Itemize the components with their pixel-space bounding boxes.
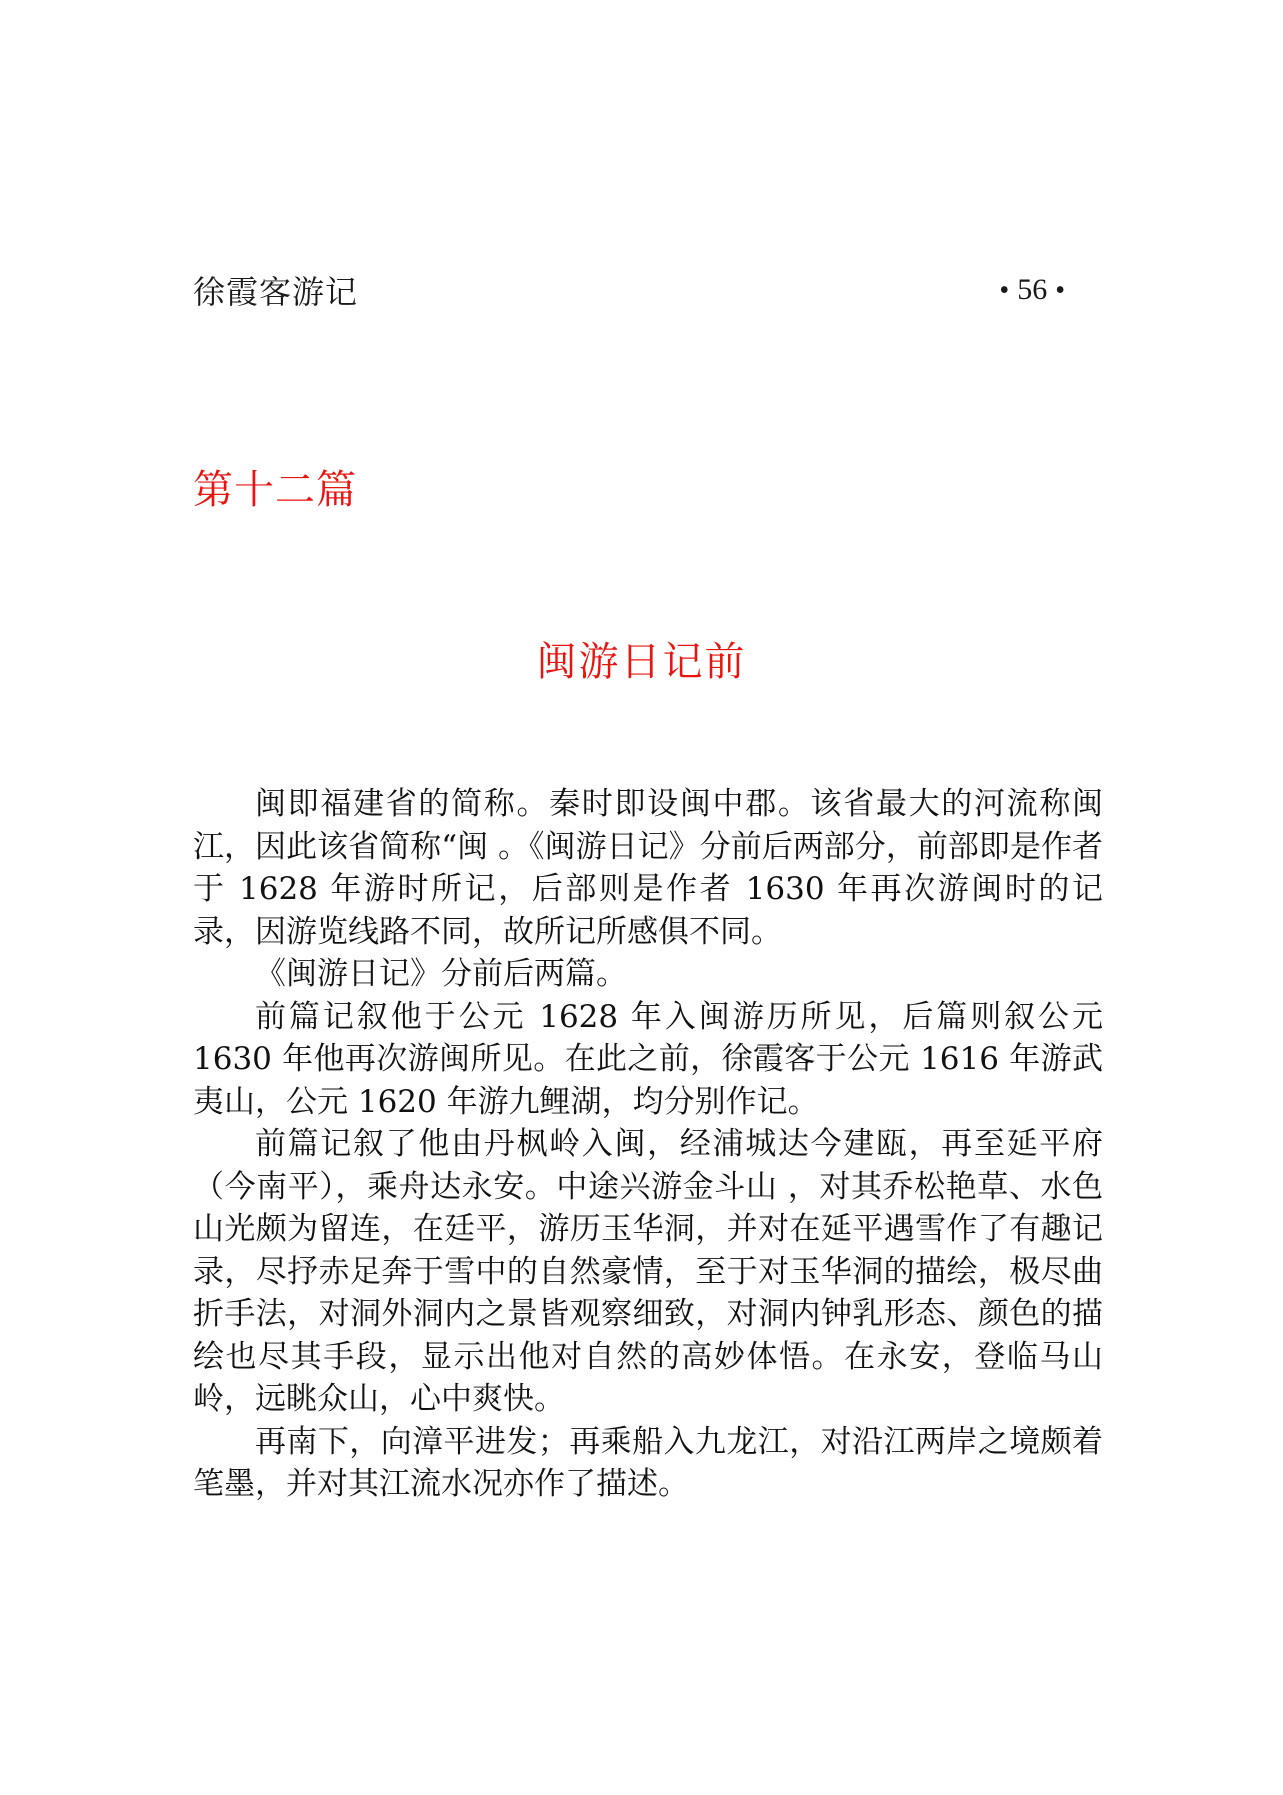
paragraph: 再南下，向漳平进发；再乘船入九龙江，对沿江两岸之境颇着笔墨，并对其江流水况亦作了描述。: [193, 1423, 1103, 1502]
chapter-title: 闽游日记前: [536, 639, 747, 685]
paragraph: 前篇记叙了他由丹枫岭入闽，经浦城达今建瓯，再至延平府（今南平），乘舟达永安。中途兴游金斗山 ，对其乔松艳草、水色山光颇为留连，在廷平，游历玉华洞，并对在延平遇雪作了有趣记录，尽抒赤足奔于雪中的自然豪情，至于对玉华洞的描绘，极尽曲折手法，对洞外洞内之景皆观察细致，对洞内钟乳形态、颜色的描绘也尽其手段，显示出他对自然的高妙体悟。在永安，登临马山岭，远眺众山，心中爽快。: [193, 1126, 1103, 1417]
book-title: 徐霞客游记: [193, 273, 359, 311]
paragraph: 《闽游日记》分前后两篇。: [255, 956, 627, 992]
bullet-icon: •: [1055, 275, 1065, 306]
page-number: 56: [1017, 273, 1048, 306]
paragraph: 前篇记叙他于公元 1628 年入闽游历所见，后篇则叙公元 1630 年他再次游闽所见。在此之前，徐霞客于公元 1616 年游武夷山，公元 1620 年游九鲤湖，均分别作记。: [193, 998, 1103, 1120]
body-text: [193, 783, 1103, 1506]
chapter-label: 第十二篇: [193, 467, 357, 513]
bullet-icon: •: [999, 275, 1010, 306]
running-header: [193, 268, 1073, 312]
paragraph: 闽即福建省的简称。秦时即设闽中郡。该省最大的河流称闽江，因此该省简称“闽 。《闽游日记》分前后两部分，前部即是作者于 1628 年游时所记，后部则是作者 1630 年再次游闽时的记录，因游览线路不同，故所记所感俱不同。: [193, 786, 1103, 950]
page-number-group: [991, 273, 1073, 307]
